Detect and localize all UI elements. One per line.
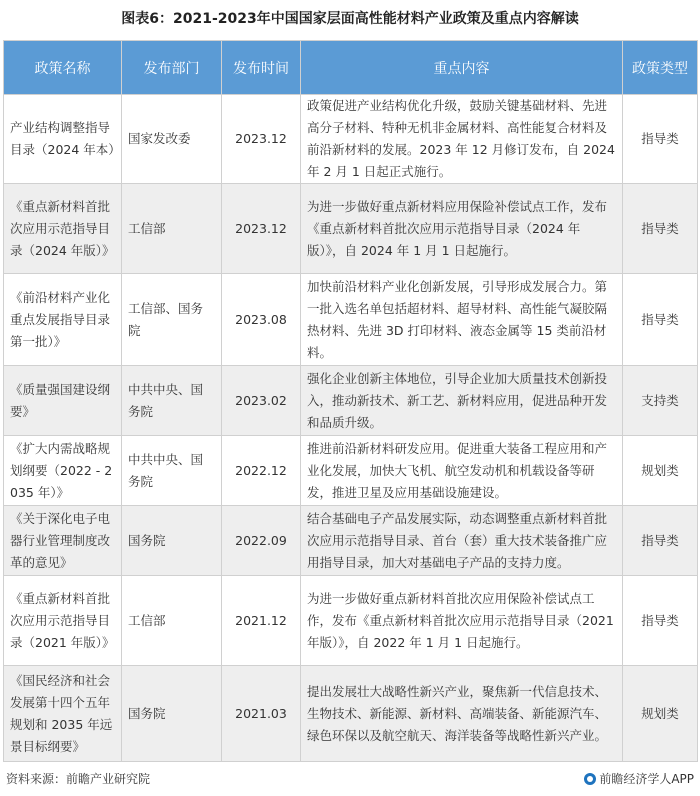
policy-table <box>3 40 698 762</box>
policy-department: 中共中央、国务院 <box>122 436 222 506</box>
policy-date: 2023.02 <box>222 366 301 436</box>
policy-name: 《关于深化电子电器行业管理制度改革的意见》 <box>4 506 122 576</box>
policy-name: 《国民经济和社会发展第十四个五年规划和 2035 年远景目标纲要》 <box>4 666 122 762</box>
policy-type: 规划类 <box>623 436 698 506</box>
header-key-content: 重点内容 <box>301 41 623 95</box>
policy-name: 《重点新材料首批次应用示范指导目录（2024 年版）》 <box>4 184 122 274</box>
footer <box>6 762 694 792</box>
policy-name: 《前沿材料产业化重点发展指导目录第一批）》 <box>4 274 122 366</box>
policy-content: 结合基础电子产品发展实际，动态调整重点新材料首批次应用示范指导目录、首台（套）重大技术装备推广应用指导目录，加大对基础电子产品的支持力度。 <box>301 506 623 576</box>
policy-department: 国务院 <box>122 506 222 576</box>
policy-name: 《质量强国建设纲要》 <box>4 366 122 436</box>
policy-type: 指导类 <box>623 576 698 666</box>
policy-content: 政策促进产业结构优化升级，鼓励关键基础材料、先进高分子材料、特种无机非金属材料、高性能复合材料及前沿新材料的发展。2023 年 12 月修订发布，自 2024 年 2 月 1 日起正式施行。 <box>301 95 623 184</box>
header-policy-type: 政策类型 <box>623 41 698 95</box>
header-policy-name: 政策名称 <box>4 41 122 95</box>
header-release-date: 发布时间 <box>222 41 301 95</box>
table-row <box>4 95 698 184</box>
policy-type: 支持类 <box>623 366 698 436</box>
policy-date: 2022.12 <box>222 436 301 506</box>
brand-label: 前瞻经济学人APP <box>599 772 694 786</box>
policy-content: 加快前沿材料产业化创新发展，引导形成发展合力。第一批入选名单包括超材料、超导材料、高性能气凝胶隔热材料、先进 3D 打印材料、液态金属等 15 类前沿材料。 <box>301 274 623 366</box>
table-row <box>4 184 698 274</box>
policy-type: 指导类 <box>623 274 698 366</box>
page-title: 图表6：2021-2023年中国国家层面高性能材料产业政策及重点内容解读 <box>121 11 579 27</box>
qianzhan-logo-icon <box>584 773 596 785</box>
policy-name: 《扩大内需战略规划纲要（2022 - 2035 年）》 <box>4 436 122 506</box>
policy-type: 指导类 <box>623 506 698 576</box>
policy-content: 推进前沿新材料研发应用。促进重大装备工程应用和产业化发展，加快大飞机、航空发动机和机载设备等研发，推进卫星及应用基础设施建设。 <box>301 436 623 506</box>
table-row <box>4 366 698 436</box>
policy-content: 提出发展壮大战略性新兴产业，聚焦新一代信息技术、生物技术、新能源、新材料、高端装备、新能源汽车、绿色环保以及航空航天、海洋装备等战略性新兴产业。 <box>301 666 623 762</box>
policy-content: 为进一步做好重点新材料首批次应用保险补偿试点工作，发布《重点新材料首批次应用示范指导目录（2021 年版）》，自 2022 年 1 月 1 日起施行。 <box>301 576 623 666</box>
policy-department: 中共中央、国务院 <box>122 366 222 436</box>
policy-name: 产业结构调整指导目录（2024 年本） <box>4 95 122 184</box>
policy-date: 2023.12 <box>222 95 301 184</box>
policy-department: 国务院 <box>122 666 222 762</box>
policy-date: 2021.12 <box>222 576 301 666</box>
policy-content: 为进一步做好重点新材料应用保险补偿试点工作，发布《重点新材料首批次应用示范指导目录（2024 年版）》，自 2024 年 1 月 1 日起施行。 <box>301 184 623 274</box>
source-note: 资料来源：前瞻产业研究院 <box>6 772 151 786</box>
policy-type: 指导类 <box>623 95 698 184</box>
policy-type: 指导类 <box>623 184 698 274</box>
policy-date: 2022.09 <box>222 506 301 576</box>
table-row <box>4 506 698 576</box>
policy-date: 2021.03 <box>222 666 301 762</box>
policy-department: 工信部 <box>122 576 222 666</box>
policy-content: 强化企业创新主体地位，引导企业加大质量技术创新投入，推动新技术、新工艺、新材料应用，促进品种开发和品质升级。 <box>301 366 623 436</box>
policy-department: 工信部、国务院 <box>122 274 222 366</box>
table-row <box>4 576 698 666</box>
table-header-row <box>4 41 698 95</box>
brand <box>584 770 694 787</box>
policy-date: 2023.08 <box>222 274 301 366</box>
policy-department: 国家发改委 <box>122 95 222 184</box>
table-row <box>4 436 698 506</box>
header-department: 发布部门 <box>122 41 222 95</box>
policy-type: 规划类 <box>623 666 698 762</box>
policy-name: 《重点新材料首批次应用示范指导目录（2021 年版）》 <box>4 576 122 666</box>
policy-department: 工信部 <box>122 184 222 274</box>
policy-date: 2023.12 <box>222 184 301 274</box>
table-row <box>4 666 698 762</box>
table-row <box>4 274 698 366</box>
